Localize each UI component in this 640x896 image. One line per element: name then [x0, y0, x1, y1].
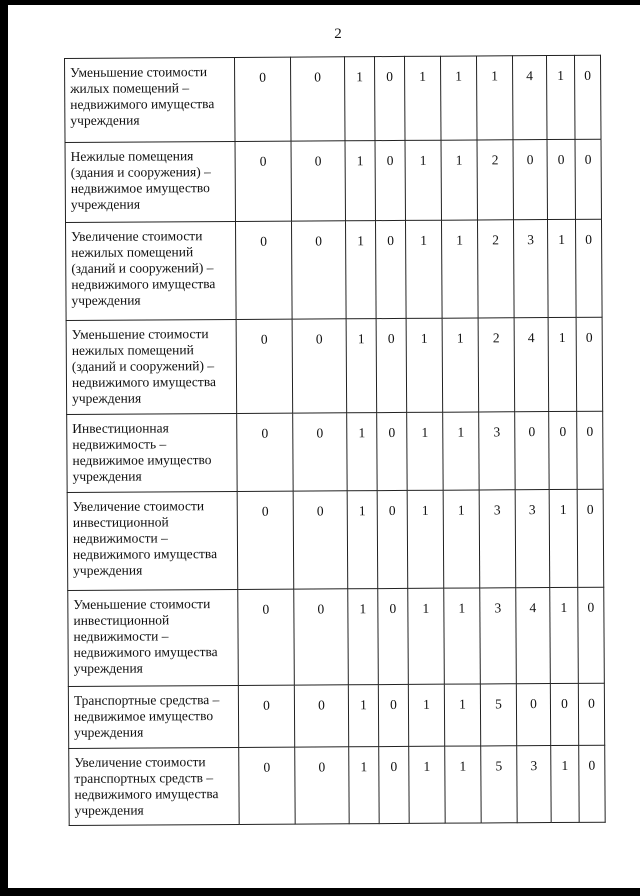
code-digit-cell: 4	[516, 588, 551, 684]
code-digit-cell: 0	[378, 588, 409, 684]
code-digit-cell: 0	[291, 141, 345, 221]
table-row	[65, 55, 602, 142]
scan-edge-top	[0, 0, 640, 5]
code-digit-cell: 0	[579, 745, 605, 822]
code-digit-cell: 1	[547, 219, 576, 317]
code-digit-cell: 1	[407, 412, 443, 490]
code-digit-cell: 0	[577, 489, 604, 587]
account-codes-table	[64, 55, 606, 826]
page-number: 2	[334, 26, 342, 42]
code-digit-cell: 1	[348, 685, 378, 747]
code-digit-cell: 0	[294, 685, 348, 747]
code-digit-cell: 0	[576, 317, 603, 411]
code-digit-cell: 0	[292, 221, 347, 319]
code-digit-cell: 0	[515, 412, 549, 490]
code-digit-cell: 1	[442, 318, 479, 412]
table-row	[65, 139, 601, 222]
code-digit-cell: 0	[376, 318, 407, 412]
code-digit-cell: 1	[405, 220, 442, 318]
code-digit-cell: 0	[290, 57, 345, 141]
code-digit-cell: 1	[546, 55, 575, 139]
scan-edge-bottom	[0, 888, 640, 896]
code-digit-cell: 0	[574, 55, 601, 139]
code-digit-cell: 0	[238, 589, 295, 685]
code-digit-cell: 1	[346, 319, 377, 413]
row-label: Уменьшение стоимости нежилых помещений (зданий и сооружений) – недвижимого имущества учреждения	[66, 319, 237, 414]
code-digit-cell: 3	[480, 588, 517, 684]
code-digit-cell: 0	[516, 684, 550, 746]
code-digit-cell: 0	[239, 747, 295, 824]
row-label: Уменьшение стоимости жилых помещений – недвижимого имущества учреждения	[65, 57, 236, 142]
code-digit-cell: 5	[481, 746, 517, 823]
code-digit-cell: 1	[405, 140, 441, 220]
code-digit-cell: 1	[408, 684, 444, 746]
row-label: Увеличение стоимости транспортных средств – недвижимого имущества учреждения	[69, 747, 239, 825]
code-digit-cell: 1	[443, 490, 480, 588]
code-digit-cell: 0	[374, 56, 405, 140]
code-digit-cell: 0	[295, 747, 349, 824]
row-label: Уменьшение стоимости инвестиционной недвижимости – недвижимого имущества учреждения	[68, 589, 239, 686]
code-digit-cell: 1	[550, 587, 579, 683]
table-row	[67, 411, 603, 492]
row-label: Транспортные средства – недвижимое имущество учреждения	[68, 685, 238, 748]
code-digit-cell: 1	[345, 141, 375, 221]
code-digit-cell: 0	[578, 683, 604, 745]
code-digit-cell: 0	[235, 141, 291, 221]
code-digit-cell: 5	[480, 684, 516, 746]
row-label: Увеличение стоимости инвестиционной недвижимости – недвижимого имущества учреждения	[67, 491, 238, 590]
code-digit-cell: 3	[515, 490, 550, 588]
code-digit-cell: 0	[578, 587, 605, 683]
row-label: Нежилые помещения (здания и сооружения) – недвижимое имущество учреждения	[65, 141, 235, 222]
code-digit-cell: 0	[379, 746, 409, 823]
table-body	[65, 55, 606, 825]
code-digit-cell: 0	[377, 490, 408, 588]
code-digit-cell: 3	[479, 490, 516, 588]
code-digit-cell: 1	[345, 221, 376, 319]
table-row	[68, 587, 605, 686]
code-digit-cell: 0	[293, 491, 348, 589]
code-digit-cell: 1	[476, 56, 513, 140]
code-digit-cell: 0	[292, 319, 347, 413]
code-digit-cell: 0	[377, 412, 407, 490]
code-digit-cell: 1	[409, 746, 445, 823]
code-digit-cell: 0	[378, 684, 408, 746]
code-digit-cell: 1	[407, 490, 444, 588]
code-digit-cell: 1	[348, 589, 379, 685]
code-digit-cell: 0	[236, 319, 293, 413]
code-digit-cell: 3	[479, 412, 515, 490]
code-digit-cell: 2	[478, 318, 515, 412]
code-digit-cell: 1	[404, 56, 441, 140]
code-digit-cell: 0	[234, 57, 291, 141]
code-digit-cell: 1	[445, 746, 481, 823]
code-digit-cell: 0	[375, 140, 405, 220]
code-digit-cell: 0	[237, 491, 294, 589]
table-row	[66, 317, 603, 414]
code-digit-cell: 1	[548, 317, 577, 411]
table-row	[68, 683, 604, 748]
code-digit-cell: 2	[477, 140, 513, 220]
code-digit-cell: 0	[575, 219, 602, 317]
code-digit-cell: 0	[549, 411, 577, 489]
code-digit-cell: 0	[293, 413, 347, 491]
code-digit-cell: 0	[237, 413, 293, 491]
row-label: Инвестиционная недвижимость – недвижимое имущество учреждения	[67, 413, 237, 492]
code-digit-cell: 0	[547, 139, 575, 219]
code-digit-cell: 1	[347, 491, 378, 589]
code-digit-cell: 1	[349, 747, 379, 824]
code-digit-cell: 1	[549, 489, 578, 587]
code-digit-cell: 0	[238, 685, 294, 747]
code-digit-cell: 1	[444, 684, 480, 746]
code-digit-cell: 1	[408, 588, 445, 684]
table-row	[67, 489, 604, 590]
code-digit-cell: 4	[514, 318, 549, 412]
code-digit-cell: 0	[513, 140, 547, 220]
code-digit-cell: 1	[344, 57, 375, 141]
code-digit-cell: 0	[550, 683, 578, 745]
code-digit-cell: 1	[440, 56, 477, 140]
code-digit-cell: 0	[577, 411, 603, 489]
code-digit-cell: 2	[477, 220, 514, 318]
row-label: Увеличение стоимости нежилых помещений (зданий и сооружений) – недвижимого имущества учреждения	[66, 221, 237, 320]
code-digit-cell: 3	[517, 746, 551, 823]
code-digit-cell: 1	[441, 140, 477, 220]
code-digit-cell: 0	[375, 220, 406, 318]
code-digit-cell: 4	[512, 56, 547, 140]
code-digit-cell: 1	[443, 412, 479, 490]
code-digit-cell: 1	[347, 413, 377, 491]
scan-edge-left	[0, 0, 8, 896]
code-digit-cell: 3	[513, 220, 548, 318]
code-digit-cell: 1	[441, 220, 478, 318]
code-digit-cell: 1	[406, 318, 443, 412]
code-digit-cell: 1	[551, 745, 579, 822]
code-digit-cell: 0	[236, 221, 293, 319]
table-row	[69, 745, 605, 825]
code-digit-cell: 1	[444, 588, 481, 684]
code-digit-cell: 0	[294, 589, 349, 685]
code-digit-cell: 0	[575, 139, 601, 219]
table-row	[66, 219, 603, 320]
